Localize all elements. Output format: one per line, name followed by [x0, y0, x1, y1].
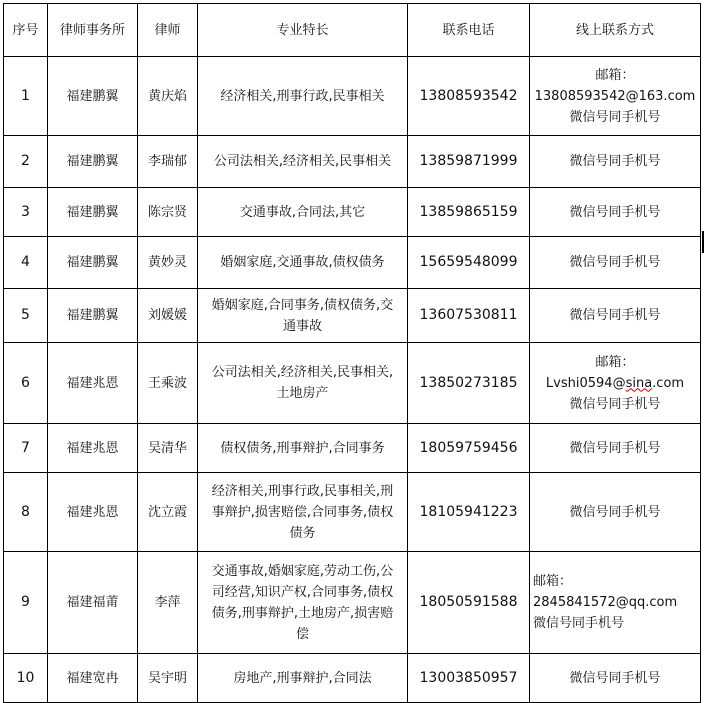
cell-online-contact — [530, 654, 701, 703]
specialty-line: 司经营,知识产权,合同事务,债权 — [211, 584, 394, 600]
cell-lawyer: 李瑞郁 — [138, 136, 198, 188]
cell-specialty — [198, 57, 408, 136]
cell-lawyer: 刘媛媛 — [138, 289, 198, 343]
specialty-line: 公司法相关,经济相关,民事相关, — [211, 365, 394, 380]
table-row — [4, 424, 701, 473]
cell-no: 8 — [4, 473, 48, 552]
cell-no: 7 — [4, 424, 48, 473]
wechat-note: 微信号同手机号 — [569, 504, 661, 520]
table-row — [4, 188, 701, 237]
wechat-note: 微信号同手机号 — [569, 670, 661, 686]
cell-firm: 福建鹏翼 — [48, 289, 138, 343]
specialty-line: 经济相关,刑事行政,民事相关,刑 — [211, 483, 394, 499]
specialty-line: 婚姻家庭,交通事故,债权债务 — [220, 255, 385, 270]
cell-specialty — [198, 136, 408, 188]
specialty-line: 债权债务,刑事辩护,合同事务 — [220, 440, 385, 456]
email-address: 13808593542@163.com — [534, 88, 696, 104]
table-body — [4, 57, 701, 703]
cell-no: 10 — [4, 654, 48, 703]
email-label: 邮箱： — [595, 354, 635, 370]
cell-specialty — [198, 552, 408, 654]
cell-online-contact — [530, 424, 701, 473]
header-firm: 律师事务所 — [48, 4, 138, 57]
cell-phone: 13859865159 — [408, 188, 530, 237]
wechat-note: 微信号同手机号 — [569, 109, 661, 125]
cell-online-contact — [530, 136, 701, 188]
cell-phone: 18059759456 — [408, 424, 530, 473]
cell-no: 5 — [4, 289, 48, 343]
header-online-contact: 线上联系方式 — [530, 4, 701, 57]
table-row — [4, 552, 701, 654]
cell-phone: 13808593542 — [408, 57, 530, 136]
wechat-note: 微信号同手机号 — [569, 396, 661, 412]
email-address: Lvshi0594@sina.com — [545, 375, 685, 391]
table-row — [4, 343, 701, 424]
cell-phone: 15659548099 — [408, 237, 530, 289]
cell-specialty — [198, 343, 408, 424]
specialty-line: 交通事故,合同法,其它 — [239, 204, 366, 220]
cell-lawyer: 黄妙灵 — [138, 237, 198, 289]
cell-no: 3 — [4, 188, 48, 237]
cell-phone: 13003850957 — [408, 654, 530, 703]
cell-no: 9 — [4, 552, 48, 654]
cell-online-contact — [530, 343, 701, 424]
cell-specialty — [198, 188, 408, 237]
cell-no: 4 — [4, 237, 48, 289]
header-specialty: 专业特长 — [198, 4, 408, 57]
table-row — [4, 237, 701, 289]
wechat-note: 微信号同手机号 — [569, 255, 661, 270]
wechat-note: 微信号同手机号 — [569, 440, 661, 456]
header-phone: 联系电话 — [408, 4, 530, 57]
cell-firm: 福建兆恩 — [48, 473, 138, 552]
cell-firm: 福建鹏翼 — [48, 136, 138, 188]
cell-specialty — [198, 289, 408, 343]
cell-firm: 福建宽冉 — [48, 654, 138, 703]
cell-lawyer: 王乘波 — [138, 343, 198, 424]
table-row — [4, 136, 701, 188]
table-row — [4, 57, 701, 136]
cell-specialty — [198, 654, 408, 703]
cell-phone: 13607530811 — [408, 289, 530, 343]
cell-firm: 福建兆恩 — [48, 343, 138, 424]
cell-lawyer: 黄庆焰 — [138, 57, 198, 136]
cell-no: 1 — [4, 57, 48, 136]
specialty-line: 经济相关,刑事行政,民事相关 — [220, 88, 385, 104]
email-address: 2845841572@qq.com — [533, 595, 678, 610]
specialty-line: 债务,刑事辩护,土地房产,损害赔 — [211, 605, 394, 621]
cell-firm: 福建鹏翼 — [48, 57, 138, 136]
cell-lawyer: 沈立霞 — [138, 473, 198, 552]
cell-lawyer: 吴清华 — [138, 424, 198, 473]
email-label: 邮箱： — [533, 574, 573, 589]
specialty-line: 交通事故,婚姻家庭,劳动工伤,公 — [211, 563, 394, 579]
table-row — [4, 473, 701, 552]
cell-firm: 福建鹏翼 — [48, 237, 138, 289]
edge-mark — [702, 231, 704, 253]
specialty-line: 公司法相关,经济相关,民事相关 — [213, 154, 392, 169]
cell-phone: 18105941223 — [408, 473, 530, 552]
cell-online-contact — [530, 473, 701, 552]
cell-online-contact — [530, 552, 701, 654]
cell-online-contact — [530, 289, 701, 343]
cell-online-contact — [530, 188, 701, 237]
wechat-note: 微信号同手机号 — [533, 616, 625, 631]
cell-firm: 福建鹏翼 — [48, 188, 138, 237]
header-no: 序号 — [4, 4, 48, 57]
header-row — [4, 4, 701, 57]
table-row — [4, 654, 701, 703]
wechat-note: 微信号同手机号 — [569, 204, 661, 220]
cell-firm: 福建福莆 — [48, 552, 138, 654]
cell-no: 2 — [4, 136, 48, 188]
cell-lawyer: 吴宇明 — [138, 654, 198, 703]
cell-specialty — [198, 237, 408, 289]
cell-lawyer: 陈宗贤 — [138, 188, 198, 237]
specialty-line: 债务 — [289, 525, 316, 541]
cell-online-contact — [530, 237, 701, 289]
cell-phone: 18050591588 — [408, 552, 530, 654]
header-lawyer: 律师 — [138, 4, 198, 57]
table-row — [4, 289, 701, 343]
specialty-line: 房地产,刑事辩护,合同法 — [233, 670, 372, 686]
cell-no: 6 — [4, 343, 48, 424]
cell-online-contact — [530, 57, 701, 136]
specialty-line: 婚姻家庭,合同事务,债权债务,交 — [211, 297, 394, 313]
cell-phone: 13859871999 — [408, 136, 530, 188]
specialty-line: 通事故 — [282, 318, 322, 334]
cell-specialty — [198, 473, 408, 552]
specialty-line: 事辩护,损害赔偿,合同事务,债权 — [211, 504, 394, 520]
cell-lawyer: 李萍 — [138, 552, 198, 654]
cell-phone: 13850273185 — [408, 343, 530, 424]
cell-firm: 福建兆恩 — [48, 424, 138, 473]
cell-specialty — [198, 424, 408, 473]
wechat-note: 微信号同手机号 — [569, 154, 661, 169]
lawyer-directory-table — [3, 3, 701, 703]
wechat-note: 微信号同手机号 — [569, 308, 661, 323]
specialty-line: 土地房产 — [276, 386, 329, 401]
email-label: 邮箱： — [595, 67, 635, 83]
specialty-line: 偿 — [295, 626, 309, 642]
